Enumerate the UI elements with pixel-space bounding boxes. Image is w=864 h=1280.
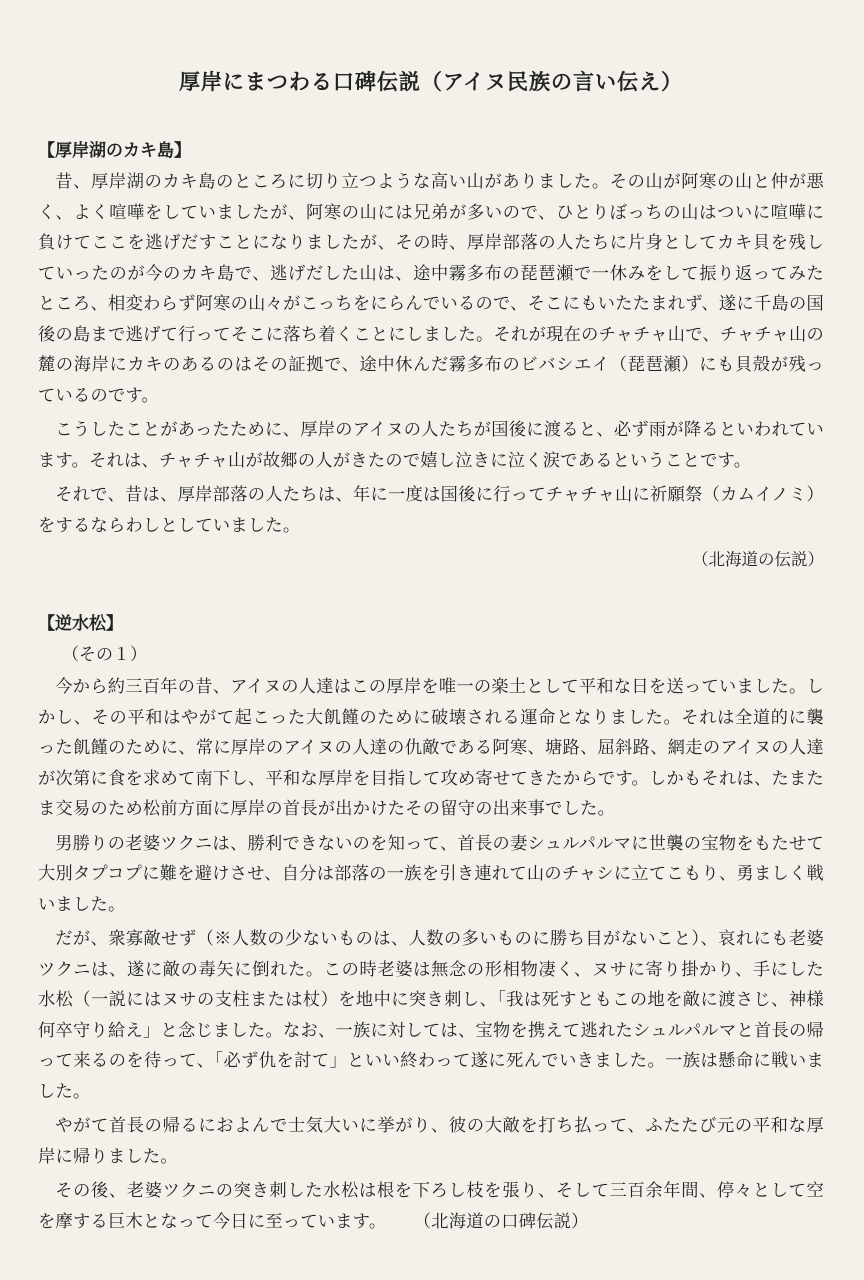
section-kaki-island [38,136,824,575]
section-sakasa-matsu [38,609,824,1237]
paragraph [38,1176,824,1237]
paragraph: それで、昔は、厚岸部落の人たちは、年に一度は国後に行ってチャチャ山に祈願祭（カムイノミ）をするならわしとしていました。 [38,485,824,536]
sub-heading: （その１） [62,645,147,665]
paragraph: 昔、厚岸湖のカキ島のところに切り立つような高い山がありました。その山が阿寒の山と仲が悪く、よく喧嘩をしていましたが、阿寒の山には兄弟が多いので、ひとりぼっちの山はついに喧嘩に負けてここを逃げだすことになりましたが、その時、厚岸部落の人たちに片身としてカキ貝を残していったのが今のカキ島で、逃げだした山は、途中霧多布の琵琶瀬で一休みをして振り返ってみたところ、相変わらず阿寒の山々がこっちをにらんでいるので、そこにもいたたまれず、遂に千島の国後の島まで逃げて行ってそこに落ち着くことにしました。それが現在のチャチャ山で、チャチャ山の麓の海岸にカキのあるのはその証拠で、途中休んだ霧多布のビバシエイ（琵琶瀬）にも貝殻が残っているのです。 [38,172,825,406]
paragraph: 今から約三百年の昔、アイヌの人達はこの厚岸を唯一の楽土として平和な日を送っていました。しかし、その平和はやがて起こった大飢饉のために破壊される運命となりました。それは全道的に襲った飢饉のために、常に厚岸のアイヌの人達の仇敵である阿寒、塘路、屈斜路、網走のアイヌの人達が次第に食を求めて南下し、平和な厚岸を目指して攻め寄せてきたからです。しかもそれは、たまたま交易のため松前方面に厚岸の首長が出かけたその留守の出来事でした。 [38,677,824,819]
paragraph: 男勝りの老婆ツクニは、勝利できないのを知って、首長の妻シュルパルマに世襲の宝物をもたせて大別タプコプに難を避けさせ、自分は部落の一族を引き連れて山のチャシに立てこもり、勇ましく戦いました。 [38,833,824,915]
source-citation: （北海道の伝説） [692,550,824,569]
section-heading: 【逆水松】 [38,614,123,634]
section-heading: 【厚岸湖のカキ島】 [38,141,191,161]
source-citation: （北海道の口碑伝説） [422,1211,589,1232]
paragraph-text: その後、老婆ツクニの突き刺した水松は根を下ろし枝を張り、そして三百余年間、停々として空を摩する巨木となって今日に至っています。 [38,1181,824,1232]
document-title: 厚岸にまつわる口碑伝説（アイヌ民族の言い伝え） [178,70,684,94]
paragraph: やがて首長の帰るにおよんで士気大いに挙がり、彼の大敵を打ち払って、ふたたび元の平和な厚岸に帰りました。 [38,1116,824,1167]
paragraph: こうしたことがあったために、厚岸のアイヌの人たちが国後に渡ると、必ず雨が降るといわれています。それは、チャチャ山が故郷の人がきたので嬉し泣きに泣く涙であるということです。 [38,420,824,471]
paragraph: だが、衆寡敵せず（※人数の少ないものは、人数の多いものに勝ち目がないこと）、哀れにも老婆ツクニは、遂に敵の毒矢に倒れた。この時老婆は無念の形相物凄く、ヌサに寄り掛かり、手にした水松（一説にはヌサの支柱または杖）を地中に突き刺し、「我は死すともこの地を敵に渡さじ、神様何卒守り給え」と念じました。なお、一族に対しては、宝物を携えて逃れたシュルパルマと首長の帰って来るのを待って、「必ず仇を討て」といい終わって遂に死んでいきました。一族は懸命に戦いました。 [38,929,824,1102]
